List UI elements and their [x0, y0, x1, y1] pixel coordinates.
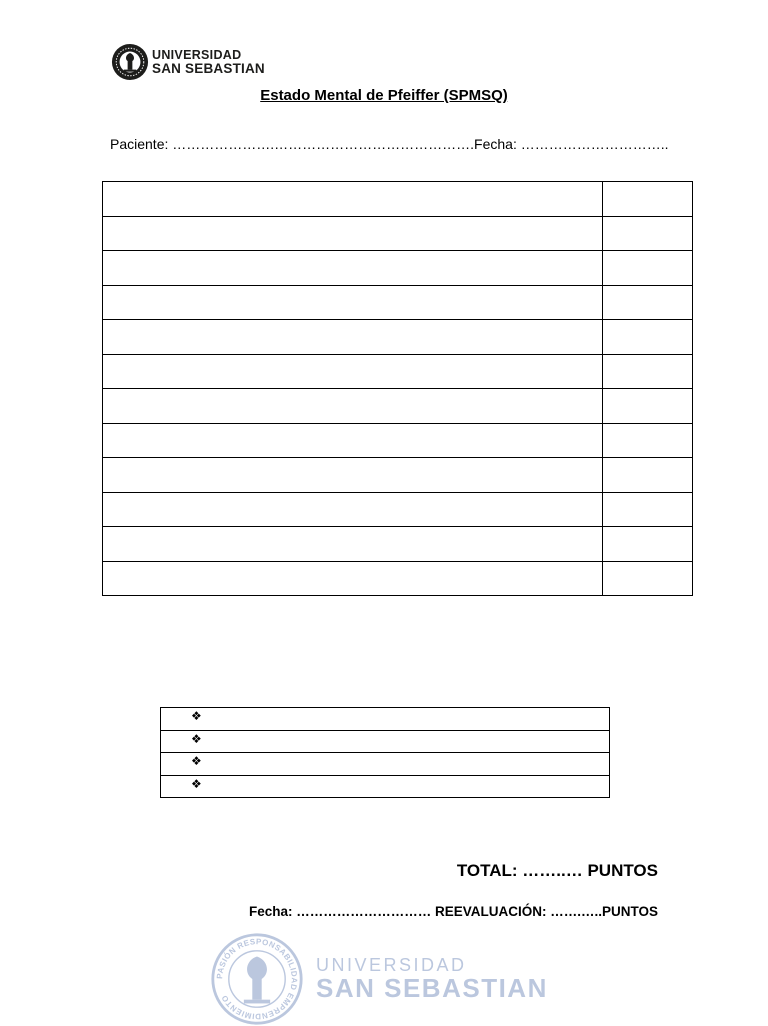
- watermark-line-2: SAN SEBASTIAN: [316, 972, 548, 1003]
- table-row: [103, 389, 693, 424]
- diamond-bullet-icon: ❖: [191, 754, 202, 768]
- table-row: [103, 320, 693, 355]
- watermark-seal-icon: [210, 932, 304, 1026]
- table-row: [103, 251, 693, 286]
- bullet-cell[interactable]: [161, 708, 610, 731]
- table-row: [103, 561, 693, 596]
- scoring-bullet-table: [160, 707, 610, 798]
- watermark-line-1: UNIVERSIDAD: [316, 954, 467, 975]
- table-row: [103, 354, 693, 389]
- question-cell[interactable]: [103, 492, 603, 527]
- score-cell[interactable]: [603, 423, 693, 458]
- question-cell[interactable]: [103, 251, 603, 286]
- reevaluation-line: Fecha: ………………………… REEVALUACIÓN: …….…..PUNTOS: [248, 904, 658, 919]
- diamond-bullet-icon: ❖: [191, 731, 202, 746]
- score-cell[interactable]: [603, 251, 693, 286]
- table-row: [103, 182, 693, 217]
- diamond-bullet-icon: ❖: [191, 776, 202, 791]
- university-seal-icon: [111, 43, 149, 81]
- table-row: [161, 775, 610, 798]
- university-logo: [111, 43, 265, 81]
- question-cell[interactable]: [103, 423, 603, 458]
- table-row: [103, 285, 693, 320]
- table-row: [161, 730, 610, 753]
- table-row: [103, 423, 693, 458]
- question-cell[interactable]: [103, 561, 603, 596]
- questions-table: [102, 181, 693, 596]
- bullet-cell[interactable]: [161, 775, 610, 798]
- logo-line-1: UNIVERSIDAD: [152, 48, 242, 62]
- diamond-bullet-icon: ❖: [191, 709, 202, 723]
- total-points: TOTAL: ……..… PUNTOS: [456, 861, 658, 880]
- question-cell[interactable]: [103, 285, 603, 320]
- patient-date-line: Paciente: ………………….…………………………………….Fecha: …………………………..: [110, 136, 669, 152]
- score-cell[interactable]: [603, 285, 693, 320]
- question-cell[interactable]: [103, 182, 603, 217]
- table-row: [103, 527, 693, 562]
- score-cell[interactable]: [603, 320, 693, 355]
- score-cell[interactable]: [603, 389, 693, 424]
- question-cell[interactable]: [103, 389, 603, 424]
- table-row: [161, 708, 610, 731]
- score-cell[interactable]: [603, 354, 693, 389]
- question-cell[interactable]: [103, 458, 603, 493]
- university-watermark: [210, 932, 548, 1026]
- svg-text:PASIÓN RESPONSABILIDAD EMPRE: PASIÓN RESPONSABILIDAD EMPRENDIMIENTO: [215, 937, 299, 1021]
- table-row: [103, 458, 693, 493]
- logo-line-2: SAN SEBASTIAN: [152, 60, 265, 76]
- table-row: [103, 492, 693, 527]
- score-cell[interactable]: [603, 216, 693, 251]
- question-cell[interactable]: [103, 354, 603, 389]
- table-row: [161, 753, 610, 776]
- question-cell[interactable]: [103, 527, 603, 562]
- score-cell[interactable]: [603, 458, 693, 493]
- table-row: [103, 216, 693, 251]
- question-cell[interactable]: [103, 216, 603, 251]
- score-cell[interactable]: [603, 527, 693, 562]
- question-cell[interactable]: [103, 320, 603, 355]
- score-cell[interactable]: [603, 492, 693, 527]
- score-cell[interactable]: [603, 561, 693, 596]
- bullet-cell[interactable]: [161, 730, 610, 753]
- page-title: Estado Mental de Pfeiffer (SPMSQ): [260, 87, 508, 104]
- bullet-cell[interactable]: [161, 753, 610, 776]
- score-cell[interactable]: [603, 182, 693, 217]
